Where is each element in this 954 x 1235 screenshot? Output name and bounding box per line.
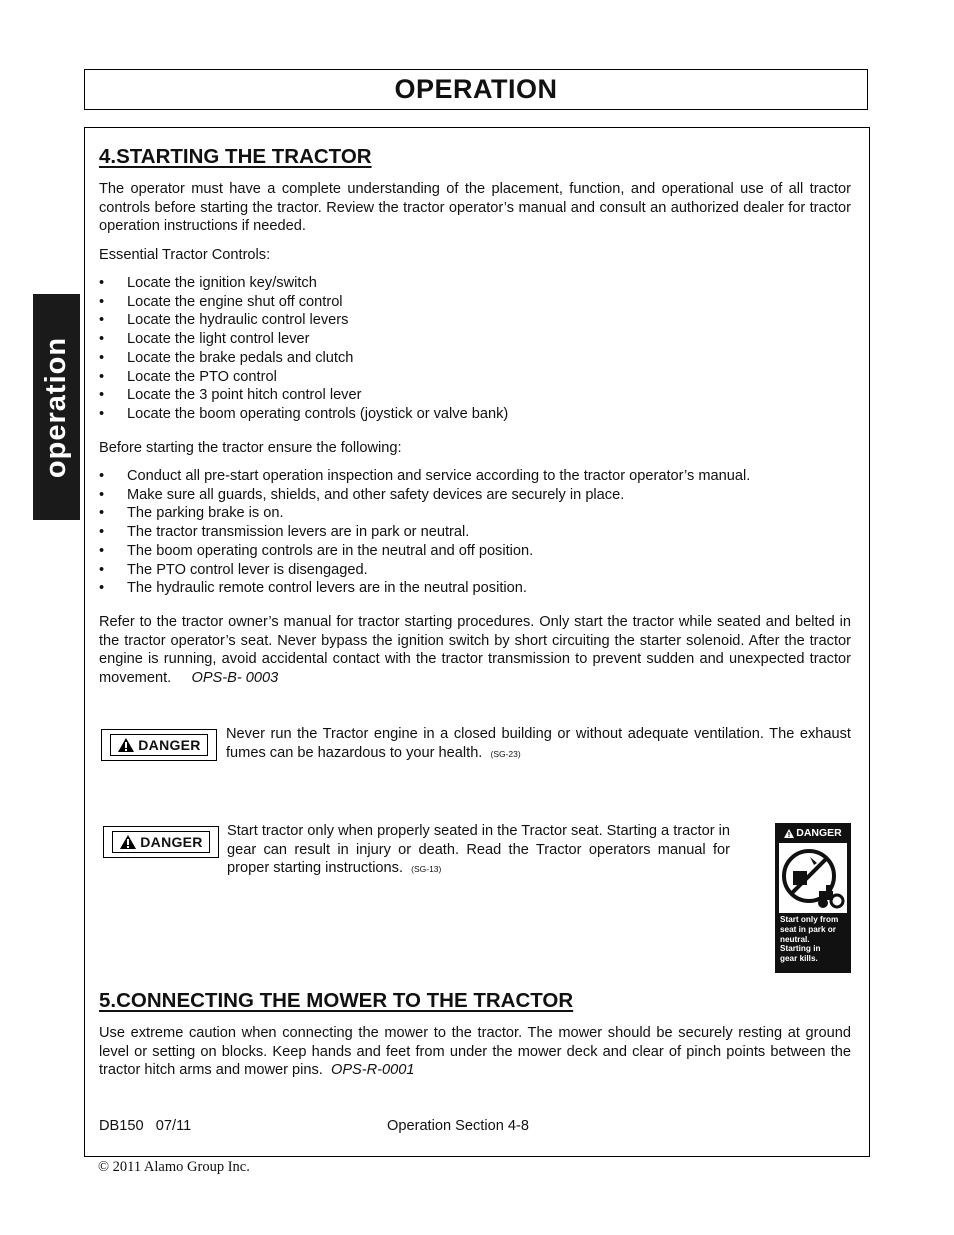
bullet-icon: • [99,468,105,484]
list-item: • The boom operating controls are in the neutral and off position. [99,542,534,559]
side-tab [33,294,80,520]
danger-code: (SG-13) [411,864,442,875]
before-label: Before starting the tractor ensure the following: [99,440,402,456]
bullet-icon: • [99,331,105,348]
content-frame [84,127,870,1157]
list-item: • The hydraulic remote control levers are in the neutral position. [99,580,527,597]
bullet-icon: • [99,405,105,422]
list-item: • Locate the ignition key/switch [99,275,317,291]
reference-code: OPS-R-0001 [330,1062,415,1079]
danger-label-1 [101,729,217,761]
danger-text-1: Never run the Tractor engine in a closed building or without adequate ventilation. The exhaust fumes can be hazardous to your health. (SG-23) [226,726,851,761]
list-item: • Locate the brake pedals and clutch [99,349,354,366]
list-item: • Locate the boom operating controls (joystick or valve bank) [99,405,509,422]
connecting-paragraph: Use extreme caution when connecting the mower to the tractor. The mower should be securely resting at ground level or setting on blocks. Keep hands and feet from under the mower deck and clear of pinch points between the tractor hitch arms and mower pins. OPS-R-0001 [99,1025,851,1079]
tractor-start-hazard-icon [779,843,847,913]
bullet-icon: • [99,349,105,366]
intro-paragraph: The operator must have a complete understanding of the placement, function, and operational use of all tractor controls before starting the tractor. Review the tractor operator’s manual and consult an authorized dealer for tractor operation instructions if needed. [99,181,851,235]
bullet-icon: • [99,275,105,291]
refer-paragraph: Refer to the tractor owner’s manual for tractor starting procedures. Only start the tractor while seated and belted in the tractor operator’s seat. Never bypass the ignition switch by short circuiting the starter solenoid. After the tractor engine is running, avoid accidental contact with the tractor transmission to prevent sudden and unexpected tractor movement. OPS-B- 0003 [99,614,851,687]
bullet-icon: • [99,542,105,559]
danger-decal [775,823,851,973]
bullet-icon: • [99,312,105,329]
list-item: • Locate the hydraulic control levers [99,312,349,329]
list-item: • The parking brake is on. [99,505,284,522]
bullet-icon: • [99,580,105,597]
bullet-icon: • [99,561,105,578]
list-item: • The PTO control lever is disengaged. [99,561,368,578]
section-heading-starting: 4.STARTING THE TRACTOR [99,145,372,168]
danger-label-text: DANGER [140,834,203,850]
warning-icon [119,834,137,850]
list-item: • Locate the engine shut off control [99,293,343,310]
danger-code: (SG-23) [490,748,521,759]
list-item: • Locate the 3 point hitch control lever [99,387,362,404]
page-header [84,69,868,110]
decal-caption: Start only from seat in park or neutral. Starting in gear kills. [780,915,839,964]
warning-icon [117,737,135,753]
danger-label-2 [103,826,219,858]
controls-list [99,274,851,424]
doc-id: DB150 07/11 [99,1118,192,1134]
bullet-icon: • [99,368,105,385]
bullet-icon: • [99,524,105,541]
list-item: • Locate the PTO control [99,368,277,385]
bullet-icon: • [99,387,105,404]
reference-code: OPS-B- 0003 [191,670,279,687]
danger-label-text: DANGER [138,737,201,753]
section-page-number: Operation Section 4-8 [387,1118,529,1134]
danger-text-2: Start tractor only when properly seated in the Tractor seat. Starting a tractor in gear can result in injury or death. Read the Tractor operators manual for proper starting instructions. (SG-13) [227,823,730,877]
list-item: • The tractor transmission levers are in park or neutral. [99,524,470,541]
decal-title-text: DANGER [796,827,842,839]
list-item: • Conduct all pre-start operation inspection and service according to the tractor operator’s manual. [99,468,751,484]
side-tab-label: operation [40,336,72,478]
bullet-icon: • [99,293,105,310]
controls-label: Essential Tractor Controls: [99,247,271,263]
bullet-icon: • [99,505,105,522]
copyright: © 2011 Alamo Group Inc. [98,1159,250,1175]
list-item: • Make sure all guards, shields, and other safety devices are securely in place. [99,486,625,503]
warning-icon [784,829,794,838]
list-item: • Locate the light control lever [99,331,310,348]
section-heading-connecting: 5.CONNECTING THE MOWER TO THE TRACTOR [99,989,574,1012]
page-title: OPERATION [394,74,558,104]
bullet-icon: • [99,486,105,503]
decal-title [775,825,851,841]
checks-list [99,467,851,598]
